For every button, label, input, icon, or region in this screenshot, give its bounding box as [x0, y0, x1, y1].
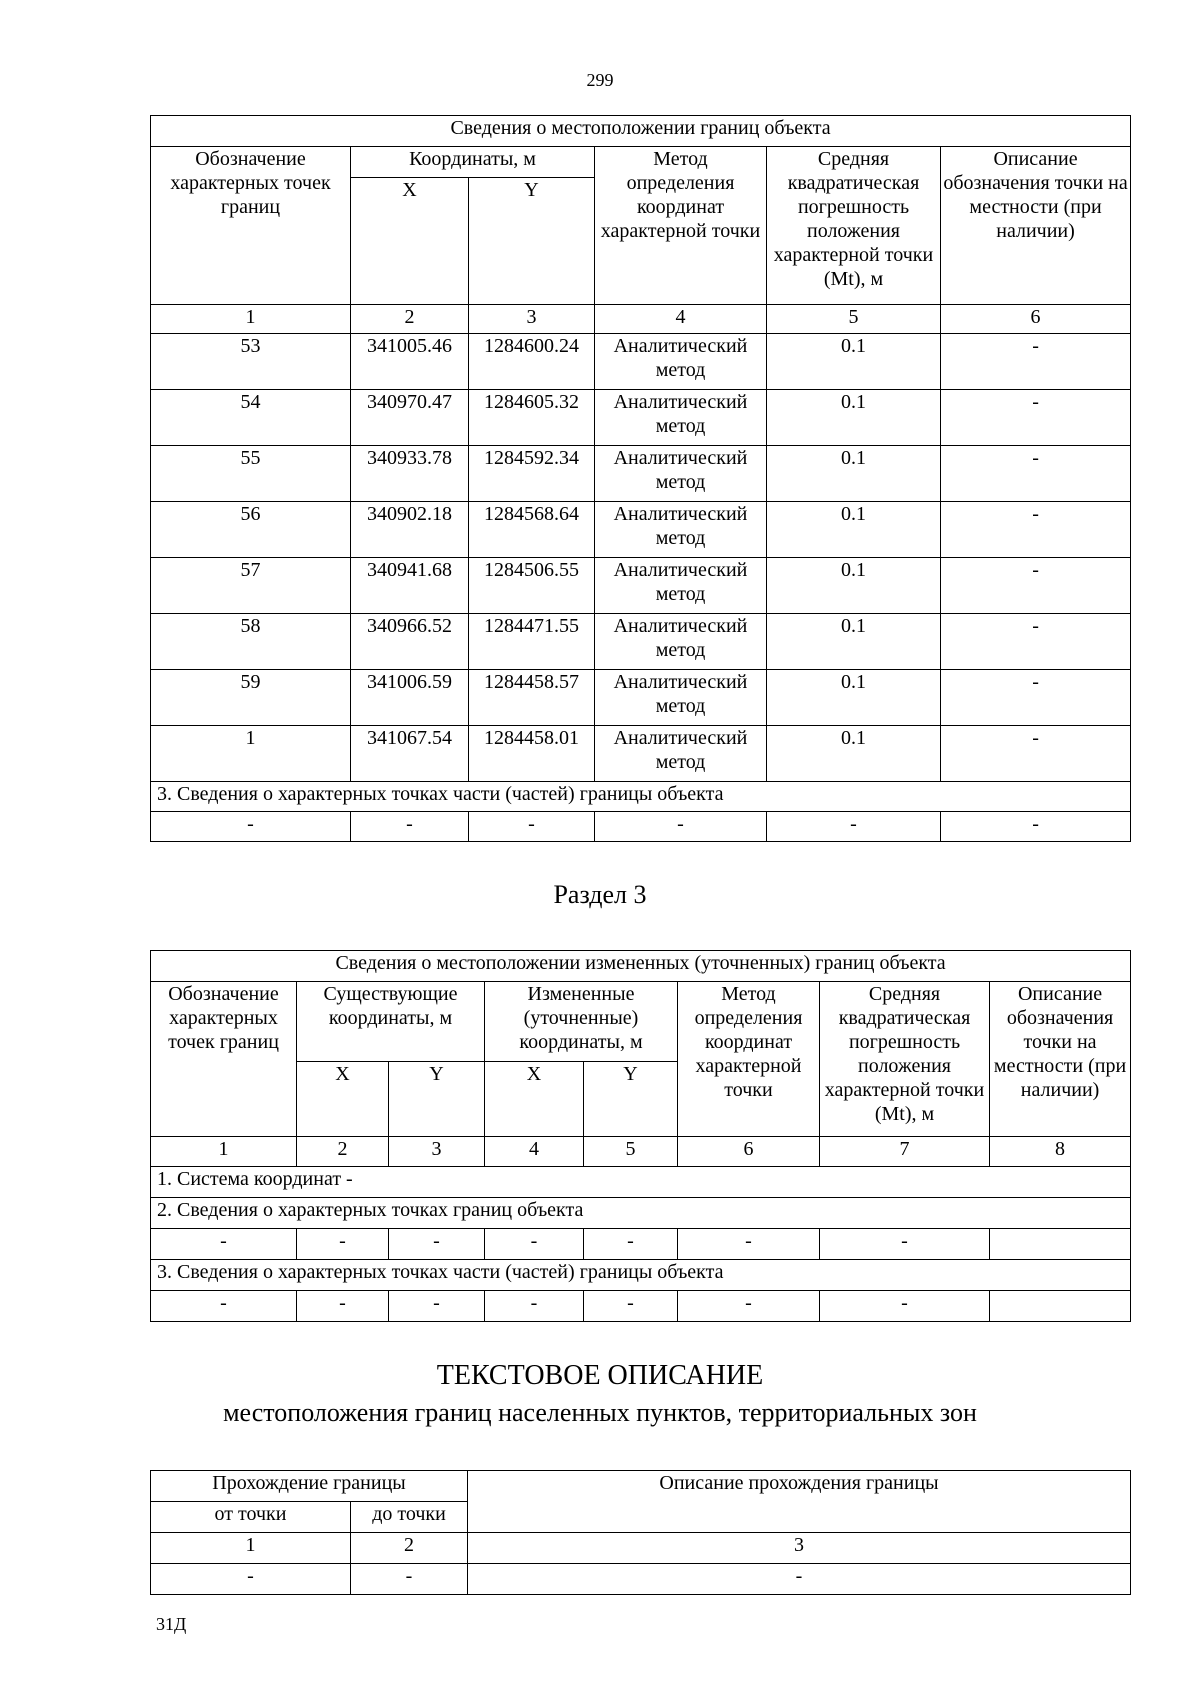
empty-cell: -	[151, 1229, 297, 1260]
cell-method: Аналитический метод	[595, 558, 767, 614]
header-method: Метод определения координат характерной точки	[678, 982, 820, 1137]
header-y: Y	[584, 1062, 678, 1137]
cell-desc: -	[941, 334, 1131, 390]
table-row	[151, 614, 1131, 670]
empty-cell: -	[584, 1291, 678, 1322]
empty-cell: -	[767, 812, 941, 842]
cell-x: 340941.68	[351, 558, 469, 614]
header-from: от точки	[151, 1502, 351, 1533]
cell-y: 1284506.55	[469, 558, 595, 614]
col-number: 7	[820, 1137, 990, 1167]
cell-error: 0.1	[767, 334, 941, 390]
header-changed: Измененные (уточненные) координаты, м	[485, 982, 678, 1062]
col-number: 1	[151, 305, 351, 334]
header-error: Средняя квадратическая погрешность положения характерной точки (Mt), м	[820, 982, 990, 1137]
cell-y: 1284600.24	[469, 334, 595, 390]
col-number: 5	[584, 1137, 678, 1167]
col-number: 3	[468, 1533, 1131, 1564]
col-number: 6	[941, 305, 1131, 334]
empty-cell: -	[469, 812, 595, 842]
empty-cell: -	[351, 1564, 468, 1595]
table-row	[151, 390, 1131, 446]
empty-cell: -	[584, 1229, 678, 1260]
header-description: Описание прохождения границы	[468, 1471, 1131, 1533]
header-x: X	[297, 1062, 389, 1137]
cell-method: Аналитический метод	[595, 446, 767, 502]
empty-cell: -	[151, 812, 351, 842]
cell-error: 0.1	[767, 502, 941, 558]
header-description: Описание обозначения точки на местности (при наличии)	[990, 982, 1131, 1137]
cell-x: 341067.54	[351, 726, 469, 782]
footer-code: 31Д	[156, 1614, 187, 1634]
section-title: Раздел 3	[553, 880, 647, 909]
cell-x: 340902.18	[351, 502, 469, 558]
cell-point: 1	[151, 726, 351, 782]
cell-desc: -	[941, 670, 1131, 726]
cell-desc: -	[941, 726, 1131, 782]
cell-desc: -	[941, 558, 1131, 614]
col-number: 4	[485, 1137, 584, 1167]
cell-method: Аналитический метод	[595, 670, 767, 726]
empty-cell: -	[389, 1291, 485, 1322]
cell-method: Аналитический метод	[595, 726, 767, 782]
table-row	[151, 670, 1131, 726]
col-number: 8	[990, 1137, 1131, 1167]
cell-method: Аналитический метод	[595, 390, 767, 446]
section-label: 3. Сведения о характерных точках части (частей) границы объекта	[151, 782, 1131, 812]
cell-point: 54	[151, 390, 351, 446]
section-label: 1. Система координат -	[151, 1167, 1131, 1198]
cell-desc: -	[941, 502, 1131, 558]
section-label: 2. Сведения о характерных точках границ объекта	[151, 1198, 1131, 1229]
header-to: до точки	[351, 1502, 468, 1533]
cell-point: 53	[151, 334, 351, 390]
empty-cell: -	[595, 812, 767, 842]
header-point: Обозначение характерных точек границ	[151, 982, 297, 1137]
changed-boundary-table	[150, 950, 1131, 1322]
cell-point: 55	[151, 446, 351, 502]
cell-method: Аналитический метод	[595, 614, 767, 670]
empty-cell	[990, 1291, 1131, 1322]
table-row	[151, 812, 1131, 842]
empty-cell: -	[820, 1291, 990, 1322]
col-number: 5	[767, 305, 941, 334]
empty-cell: -	[151, 1564, 351, 1595]
cell-error: 0.1	[767, 726, 941, 782]
cell-x: 341005.46	[351, 334, 469, 390]
cell-error: 0.1	[767, 558, 941, 614]
cell-y: 1284458.57	[469, 670, 595, 726]
cell-x: 340970.47	[351, 390, 469, 446]
header-y: Y	[389, 1062, 485, 1137]
col-number: 3	[389, 1137, 485, 1167]
cell-x: 340933.78	[351, 446, 469, 502]
table-row	[151, 558, 1131, 614]
empty-cell: -	[468, 1564, 1131, 1595]
empty-cell: -	[485, 1229, 584, 1260]
table-title: Сведения о местоположении измененных (уточненных) границ объекта	[151, 951, 1131, 982]
empty-cell	[990, 1229, 1131, 1260]
header-existing: Существующие координаты, м	[297, 982, 485, 1062]
empty-cell: -	[389, 1229, 485, 1260]
cell-method: Аналитический метод	[595, 502, 767, 558]
empty-cell: -	[297, 1229, 389, 1260]
col-number: 3	[469, 305, 595, 334]
col-number: 2	[351, 1533, 468, 1564]
cell-y: 1284458.01	[469, 726, 595, 782]
cell-point: 59	[151, 670, 351, 726]
cell-error: 0.1	[767, 446, 941, 502]
table-row	[151, 1229, 1131, 1260]
table-row	[151, 1564, 1131, 1595]
table-title: Сведения о местоположении границ объекта	[151, 116, 1131, 147]
col-number: 1	[151, 1533, 351, 1564]
cell-y: 1284592.34	[469, 446, 595, 502]
col-number: 2	[297, 1137, 389, 1167]
cell-x: 340966.52	[351, 614, 469, 670]
table-row	[151, 502, 1131, 558]
header-y: Y	[469, 178, 595, 305]
cell-point: 57	[151, 558, 351, 614]
empty-cell: -	[820, 1229, 990, 1260]
cell-point: 56	[151, 502, 351, 558]
text-description-subtitle: местоположения границ населенных пунктов, территориальных зон	[223, 1398, 977, 1427]
text-description-title: ТЕКСТОВОЕ ОПИСАНИЕ	[436, 1360, 764, 1391]
cell-point: 58	[151, 614, 351, 670]
table-row	[151, 726, 1131, 782]
empty-cell: -	[485, 1291, 584, 1322]
col-number: 1	[151, 1137, 297, 1167]
cell-desc: -	[941, 446, 1131, 502]
boundary-passage-table	[150, 1470, 1131, 1595]
empty-cell: -	[678, 1229, 820, 1260]
cell-desc: -	[941, 614, 1131, 670]
cell-desc: -	[941, 390, 1131, 446]
cell-x: 341006.59	[351, 670, 469, 726]
header-description: Описание обозначения точки на местности (при наличии)	[941, 147, 1131, 305]
header-x: X	[351, 178, 469, 305]
header-x: X	[485, 1062, 584, 1137]
cell-method: Аналитический метод	[595, 334, 767, 390]
cell-error: 0.1	[767, 614, 941, 670]
header-coords: Координаты, м	[351, 147, 595, 178]
page-number: 299	[586, 70, 614, 90]
empty-cell: -	[678, 1291, 820, 1322]
table-row	[151, 334, 1131, 390]
empty-cell: -	[941, 812, 1131, 842]
boundary-table	[150, 115, 1131, 842]
cell-y: 1284471.55	[469, 614, 595, 670]
header-point: Обозначение характерных точек границ	[151, 147, 351, 305]
header-passage: Прохождение границы	[151, 1471, 468, 1502]
empty-cell: -	[151, 1291, 297, 1322]
header-error: Средняя квадратическая погрешность положения характерной точки (Mt), м	[767, 147, 941, 305]
col-number: 2	[351, 305, 469, 334]
header-method: Метод определения координат характерной точки	[595, 147, 767, 305]
table-row	[151, 446, 1131, 502]
section-label: 3. Сведения о характерных точках части (частей) границы объекта	[151, 1260, 1131, 1291]
col-number: 4	[595, 305, 767, 334]
empty-cell: -	[351, 812, 469, 842]
cell-y: 1284605.32	[469, 390, 595, 446]
cell-error: 0.1	[767, 670, 941, 726]
cell-error: 0.1	[767, 390, 941, 446]
empty-cell: -	[297, 1291, 389, 1322]
table-row	[151, 1291, 1131, 1322]
col-number: 6	[678, 1137, 820, 1167]
cell-y: 1284568.64	[469, 502, 595, 558]
